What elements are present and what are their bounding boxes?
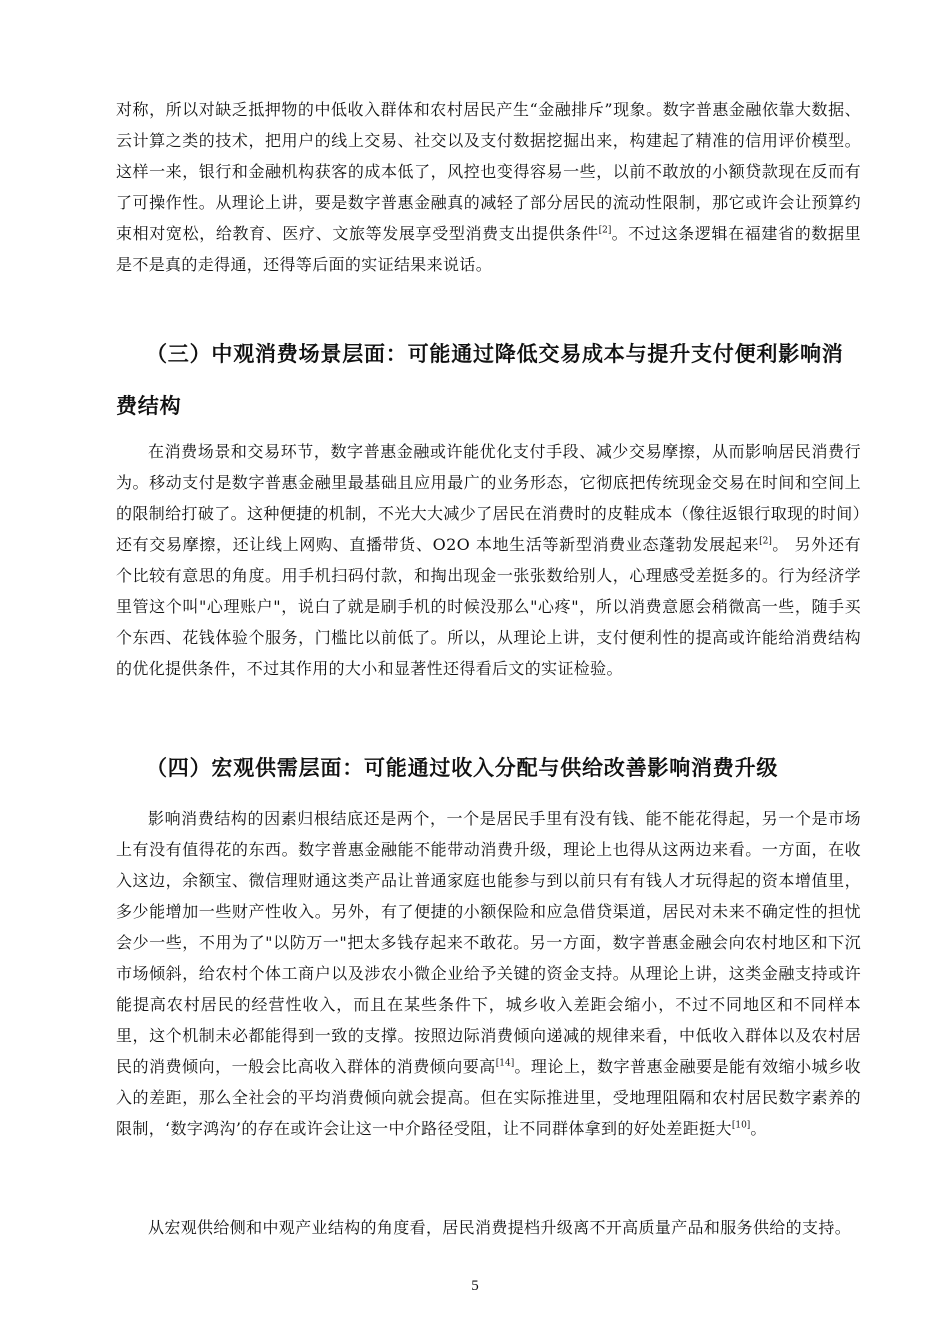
paragraph-supply-side: 从宏观供给侧和中观产业结构的角度看，居民消费提档升级离不开高质量产品和服务供给的支持。 [148, 1218, 852, 1237]
paragraph-supply-demand: 影响消费结构的因素归根结底还是两个，一个是居民手里有没有钱、能不能花得起，另一个是市场上有没有值得花的东西。数字普惠金融能不能带动消费升级，理论上也得从这两边来看。一方面，在收入这边，余额宝、微信理财通这类产品让普通家庭也能参与到以前只有有钱人才玩得起的资本增值里，多少能增加一些财产性收入。另外，有了便捷的小额保险和应急借贷渠道，居民对未来不确定性的担忧会少一些，不用为了"以防万一"把太多钱存起来不敢花。另一方面，数字普惠金融会向农村地区和下沉市场倾斜，给农村个体工商户以及涉农小微企业给予关键的资金支持。从理论上讲，这类金融支持或许能提高农村居民的经营性收入，而且在某些条件下，城乡收入差距会缩小，不过不同地区和不同样本里，这个机制未必都能得到一致的支撑。按照边际消费倾向递减的规律来看，中低收入群体以及农村居民的消费倾向，一般会比高收入群体的消费倾向要高[14]。理论上，数字普惠金融要是能有效缩小城乡收入的差距，那么全社会的平均消费倾向就会提高。但在实际推进里，受地理阻隔和农村居民数字素养的限制，‘数字鸿沟’的存在或许会让这一中介路径受阻，让不同群体拿到的好处差距挺大[10]。 [116, 809, 861, 1138]
citation: [10] [731, 1120, 751, 1131]
citation: [2] [759, 536, 772, 547]
section-heading-4: （四）宏观供需层面：可能通过收入分配与供给改善影响消费升级 [146, 756, 779, 780]
page-number: 5 [471, 1278, 479, 1294]
paragraph-consumption-scene: 在消费场景和交易环节，数字普惠金融或许能优化支付手段、减少交易摩擦，从而影响居民消费行为。移动支付是数字普惠金融里最基础且应用最广的业务形态，它彻底把传统现金交易在时间和空间上的限制给打破了。这种便捷的机制，不光大大减少了居民在消费时的皮鞋成本（像往返银行取现的时间）还有交易摩擦，还让线上网购、直播带货、O2O 本地生活等新型消费业态蓬勃发展起来[2]。 另外还有个比较有意思的角度。用手机扫码付款，和掏出现金一张张数给别人，心理感受差挺多的。行为经济学里管这个叫"心理账户"，说白了就是刷手机的时候没那么"心疼"，所以消费意愿会稍微高一些，随手买个东西、花钱体验个服务，门槛比以前低了。所以，从理论上讲，支付便利性的提高或许能给消费结构的优化提供条件，不过其作用的大小和显著性还得看后文的实证检验。 [116, 442, 861, 678]
citation: [2] [598, 225, 612, 236]
citation: [14] [495, 1058, 515, 1069]
section-heading-3: （三）中观消费场景层面：可能通过降低交易成本与提升支付便利影响消费结构 [116, 342, 844, 418]
paragraph-financial-exclusion: 对称，所以对缺乏抵押物的中低收入群体和农村居民产生“金融排斥”现象。数字普惠金融依靠大数据、云计算之类的技术，把用户的线上交易、社交以及支付数据挖掘出来，构建起了精准的信用评价模型。这样一来，银行和金融机构获客的成本低了，风控也变得容易一些，以前不敢放的小额贷款现在反而有了可操作性。从理论上讲，要是数字普惠金融真的减轻了部分居民的流动性限制，那它或许会让预算约束相对宽松，给教育、医疗、文旅等发展享受型消费支出提供条件[2]。不过这条逻辑在福建省的数据里是不是真的走得通，还得等后面的实证结果来说话。 [116, 100, 861, 274]
